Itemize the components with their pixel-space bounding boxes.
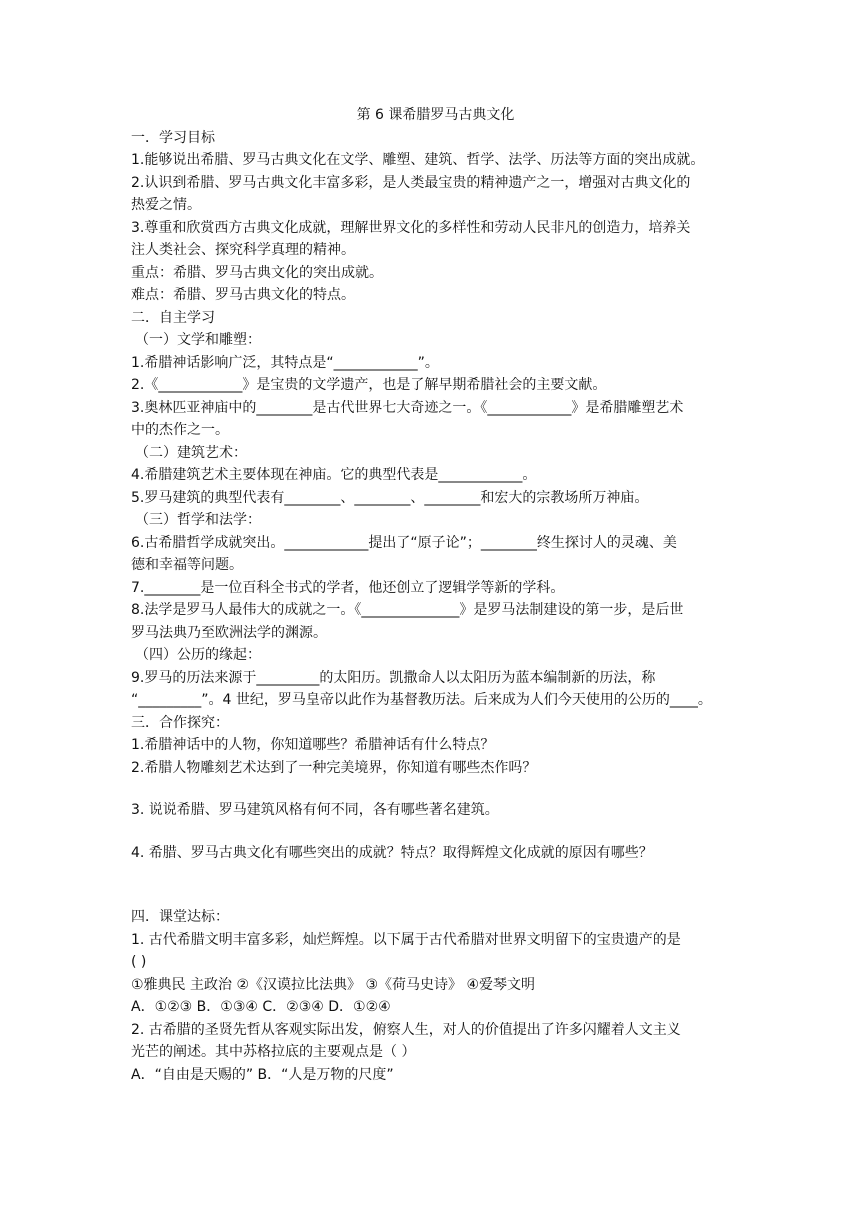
subsection-heading: （二）建筑艺术： [135,444,247,461]
quiz-answer-bracket: ( ) [131,954,147,970]
inquiry-question: 3. 说说希腊、罗马建筑风格有何不同，各有哪些著名建筑。 [131,802,499,818]
objective-line: 注人类社会、探究科学真理的精神。 [131,242,355,258]
objective-line: 热爱之情。 [131,197,201,213]
page-title: 第 6 课希腊罗马古典文化 [356,107,515,123]
fill-in-question: 中的杰作之一。 [131,422,229,438]
inquiry-question: 4. 希腊、罗马古典文化有哪些突出的成就？特点？取得辉煌文化成就的原因有哪些？ [131,844,653,861]
fill-in-question: 7.________是一位百科全书式的学者，他还创立了逻辑学等新的学科。 [131,579,565,596]
objective-line: 1.能够说出希腊、罗马古典文化在文学、雕塑、建筑、哲学、法学、历法等方面的突出成就。 [131,152,705,168]
inquiry-question: 1.希腊神话中的人物，你知道哪些？希腊神话有什么特点？ [131,737,495,753]
subsection-heading: （四）公历的缘起： [135,647,261,663]
key-point-line: 重点：希腊、罗马古典文化的突出成就。 [131,264,383,281]
inquiry-question: 2.希腊人物雕刻艺术达到了一种完美境界，你知道有哪些杰作吗？ [131,759,537,776]
subsection-heading: （三）哲学和法学： [135,512,261,528]
quiz-options: ①雅典民 主政治 ②《汉谟拉比法典》 ③《荷马史诗》 ④爱琴文明 [131,976,536,993]
quiz-choices: A．“自由是天赐的” B．“人是万物的尺度” [131,1066,394,1083]
fill-in-question: 3.奥林匹亚神庙中的________是古代世界七大奇迹之一。《____________》是希腊雕塑艺术 [131,399,684,416]
quiz-choices: A．①②③ B．①③④ C．②③④ D．①②④ [131,999,391,1015]
fill-in-question: 罗马法典乃至欧洲法学的渊源。 [131,624,327,641]
fill-in-question: “_________”。4 世纪，罗马皇帝以此作为基督教历法。后来成为人们今天使用的公历的____。 [131,692,712,708]
fill-in-question: 9.罗马的历法来源于_________的太阳历。凯撒命人以太阳历为蓝本编制新的历法，称 [131,669,656,686]
difficult-point-line: 难点：希腊、罗马古典文化的特点。 [131,287,355,303]
fill-in-question: 2.《____________》是宝贵的文学遗产，也是了解早期希腊社会的主要文献。 [131,377,607,393]
objective-line: 2.认识到希腊、罗马古典文化丰富多彩，是人类最宝贵的精神遗产之一，增强对古典文化的 [131,174,691,191]
objective-line: 3.尊重和欣赏西方古典文化成就，理解世界文化的多样性和劳动人民非凡的创造力，培养关 [131,219,691,236]
fill-in-question: 5.罗马建筑的典型代表有________、________、________和宏大的宗教场所万神庙。 [131,489,649,506]
section-heading-self-study: 二．自主学习 [131,309,215,326]
subsection-heading: （一）文学和雕塑： [135,332,261,348]
fill-in-question: 1.希腊神话影响广泛，其特点是“____________”。 [131,354,439,371]
quiz-question: 1. 古代希腊文明丰富多彩，灿烂辉煌。以下属于古代希腊对世界文明留下的宝贵遗产的是 [131,931,681,948]
quiz-question: 光芒的阐述。其中苏格拉底的主要观点是（ ） [131,1044,416,1060]
section-heading-objectives: 一．学习目标 [131,129,215,146]
section-heading-class-check: 四．课堂达标： [131,909,229,925]
fill-in-question: 4.希腊建筑艺术主要体现在神庙。它的典型代表是____________。 [131,467,537,483]
section-heading-cooperative-inquiry: 三．合作探究： [131,714,229,731]
quiz-question: 2. 古希腊的圣贤先哲从客观实际出发，俯察人生，对人的价值提出了许多闪耀着人文主义 [131,1021,681,1038]
fill-in-question: 6.古希腊哲学成就突出。____________提出了“原子论”；________终生探讨人的灵魂、美 [131,534,677,551]
fill-in-question: 8.法学是罗马人最伟大的成就之一。《______________》是罗马法制建设的第一步，是后世 [131,602,684,618]
fill-in-question: 德和幸福等问题。 [131,557,243,573]
